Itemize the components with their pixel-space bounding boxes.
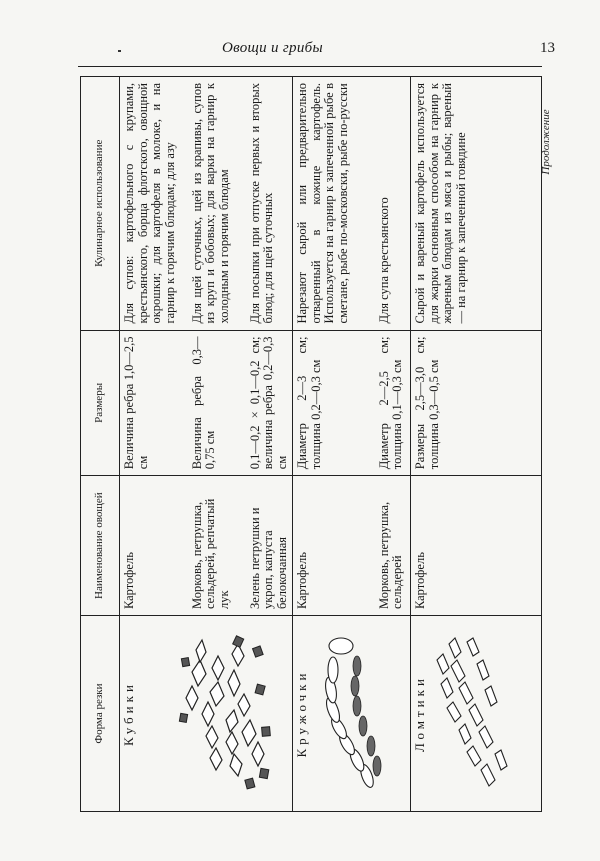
page-number: 13 <box>540 40 555 56</box>
cell-use: Для супов: картофельного с крупами, крестьянского, борща флотского, овощной окрошки; для картофеля в молоке, и на гарнир к горячим блюдам; для азу <box>120 77 188 331</box>
form-label-slices: Ломтики <box>412 675 427 752</box>
form-label-rounds: Кружочки <box>294 669 309 758</box>
form-label-cubes: Кубики <box>121 681 136 746</box>
cell-size: Размеры 2,5—3,0 см; толщина 0,3—0,5 см <box>411 330 542 476</box>
continued-label: Продолжение <box>540 109 552 175</box>
slices-drawing-icon <box>429 622 513 806</box>
cell-size: Величина ребра 1,0—2,5 см <box>120 330 188 476</box>
rotated-table-frame <box>80 76 542 812</box>
cell-name: Зелень петрушки и укроп, капуста белокочанная <box>246 476 293 616</box>
vegetable-cutting-table <box>80 76 542 812</box>
form-cell-rounds <box>293 616 411 812</box>
cell-size: Величина ребра 0,3—0,75 см <box>188 330 246 476</box>
header-use: Кулинарное использование <box>81 77 120 331</box>
header-rule <box>78 66 542 67</box>
table-row <box>293 77 375 812</box>
sliced-rounds-drawing-icon <box>311 622 389 806</box>
cell-size: Диаметр 2—3 см; толщина 0,2—0,3 см <box>293 330 375 476</box>
cell-use: Для супа крестьянского <box>375 77 411 331</box>
cell-name: Морковь, петрушка, сельдерей <box>375 476 411 616</box>
running-header-title: Овощи и грибы <box>222 40 323 56</box>
cell-name: Морковь, петрушка, сельдерей, репчатый лук <box>188 476 246 616</box>
table-row <box>411 77 542 812</box>
header-size: Размеры <box>81 330 120 476</box>
cell-name: Картофель <box>120 476 188 616</box>
cell-use: Сырой и вареный картофель используется для жарки основным способом на гарнир к жареным блюдам из мяса и рыбы; вареный — на гарнир к запеченной говядине <box>411 77 542 331</box>
header-mark <box>118 50 121 52</box>
cell-name: Картофель <box>411 476 542 616</box>
form-cell-cubes <box>120 616 293 812</box>
form-cell-slices <box>411 616 542 812</box>
header-form: Форма резки <box>81 616 120 812</box>
cell-name: Картофель <box>293 476 375 616</box>
cell-size: Диаметр 2—2,5 см; толщина 0,1—0,3 см <box>375 330 411 476</box>
header-name: Наименование овощей <box>81 476 120 616</box>
table-header-row <box>81 77 120 812</box>
cell-use: Нарезают сырой или предварительно отваренный в кожице картофель. Используется на гарнир к запеченной рыбе в сметане, рыбе по-московски, рыбе по-русски <box>293 77 375 331</box>
cell-use: Для щей суточных, щей из крапивы, супов из круп и бобовых; для варки на гарнир к холодным и горячим блюдам <box>188 77 246 331</box>
table-row <box>120 77 188 812</box>
cell-size: 0,1—0,2 × 0,1—0,2 см; величина ребра 0,2—0,3 см <box>246 330 293 476</box>
diced-vegetables-drawing-icon <box>138 622 278 806</box>
cell-use: Для посыпки при отпуске первых и вторых блюд; для щей суточных <box>246 77 293 331</box>
